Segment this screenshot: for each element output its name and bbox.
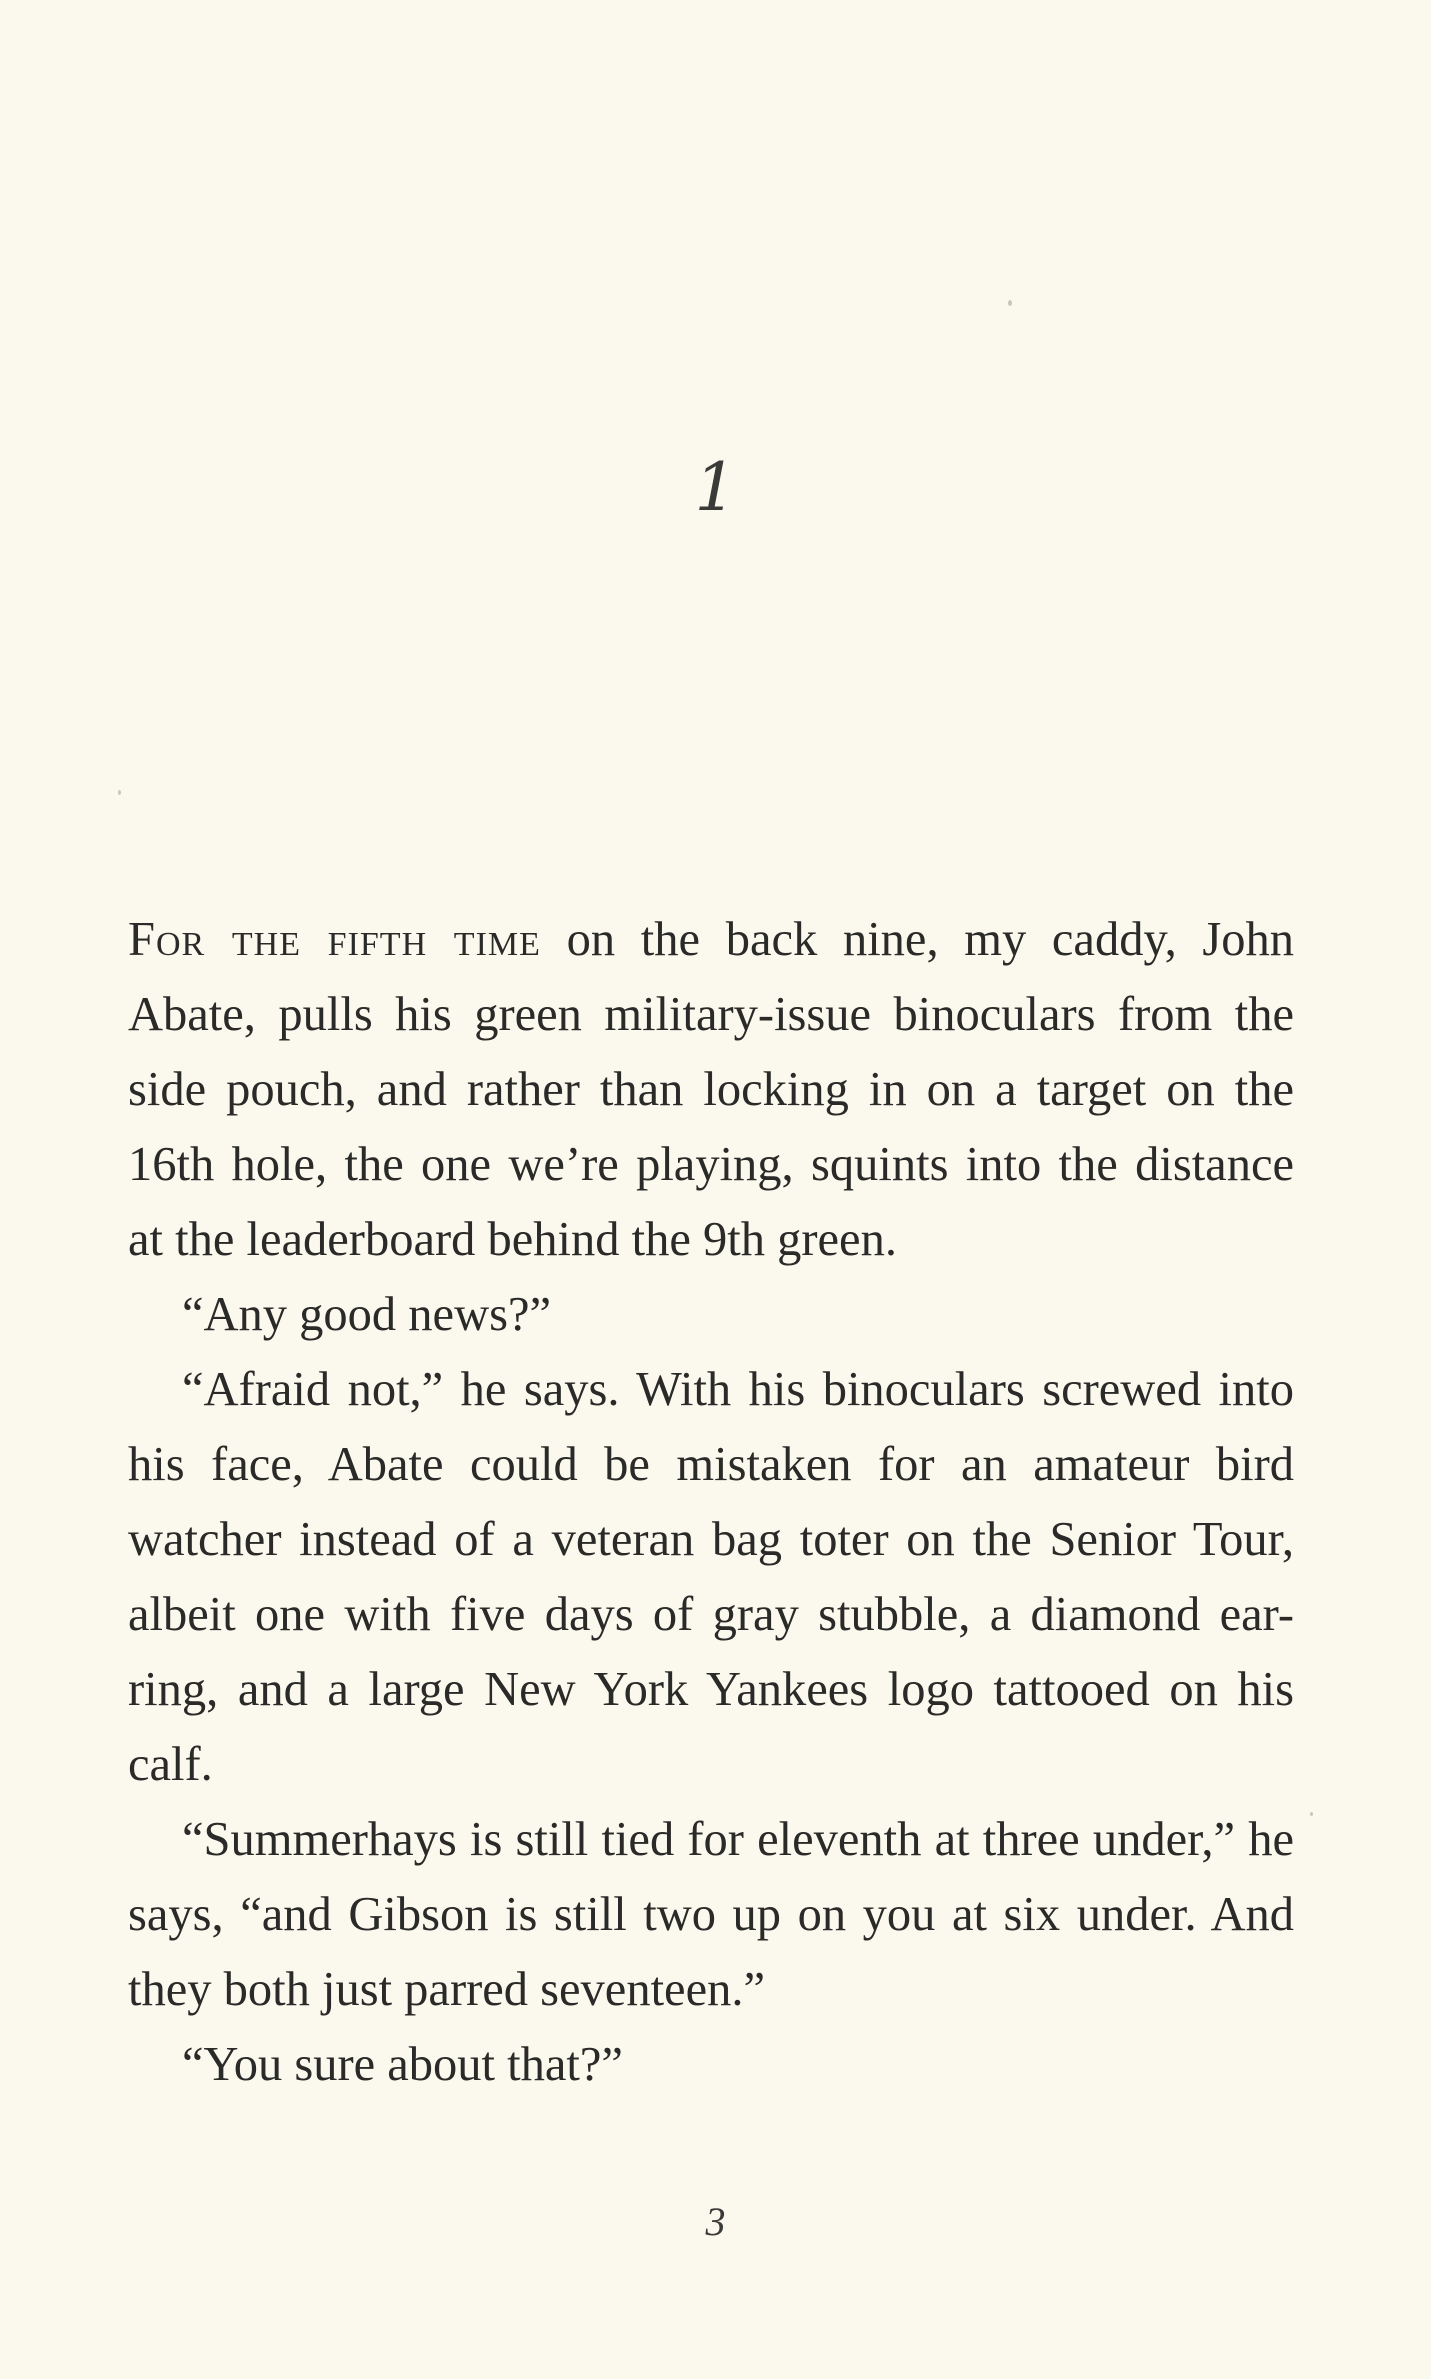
paragraph-opening xyxy=(128,902,1294,1277)
paragraph: “Summerhays is still tied for eleventh at three under,” he says, “and Gibson is still two up on you at six under. And they both just parred seventeen.” xyxy=(128,1813,1294,2016)
paragraph: “Afraid not,” he says. With his binoculars screwed into his face, Abate could be mistaken for an amateur bird watcher instead of a veteran bag toter on the Senior Tour, albeit one with five days of gray stubble, a diamond ear-ring, and a large New York Yankees logo tattooed on his calf. xyxy=(128,1363,1294,1791)
paper-speck xyxy=(118,790,121,795)
chapter-number: 1 xyxy=(694,449,737,526)
body-text xyxy=(128,902,1294,2102)
page-number: 3 xyxy=(705,2199,726,2244)
paragraph-text: on the back nine, my caddy, John Abate, pulls his green military-issue binoculars from the side pouch, and rather than locking in on a target on the 16th hole, the one we’re playing, squints into the distance at the leaderboard behind the 9th green. xyxy=(128,913,1294,1266)
paragraph: “You sure about that?” xyxy=(182,2038,623,2091)
paper-speck xyxy=(1008,300,1012,306)
opening-small-caps: For the fifth time xyxy=(128,913,541,966)
paragraph: “Any good news?” xyxy=(182,1288,552,1341)
paper-speck xyxy=(1310,1812,1313,1816)
